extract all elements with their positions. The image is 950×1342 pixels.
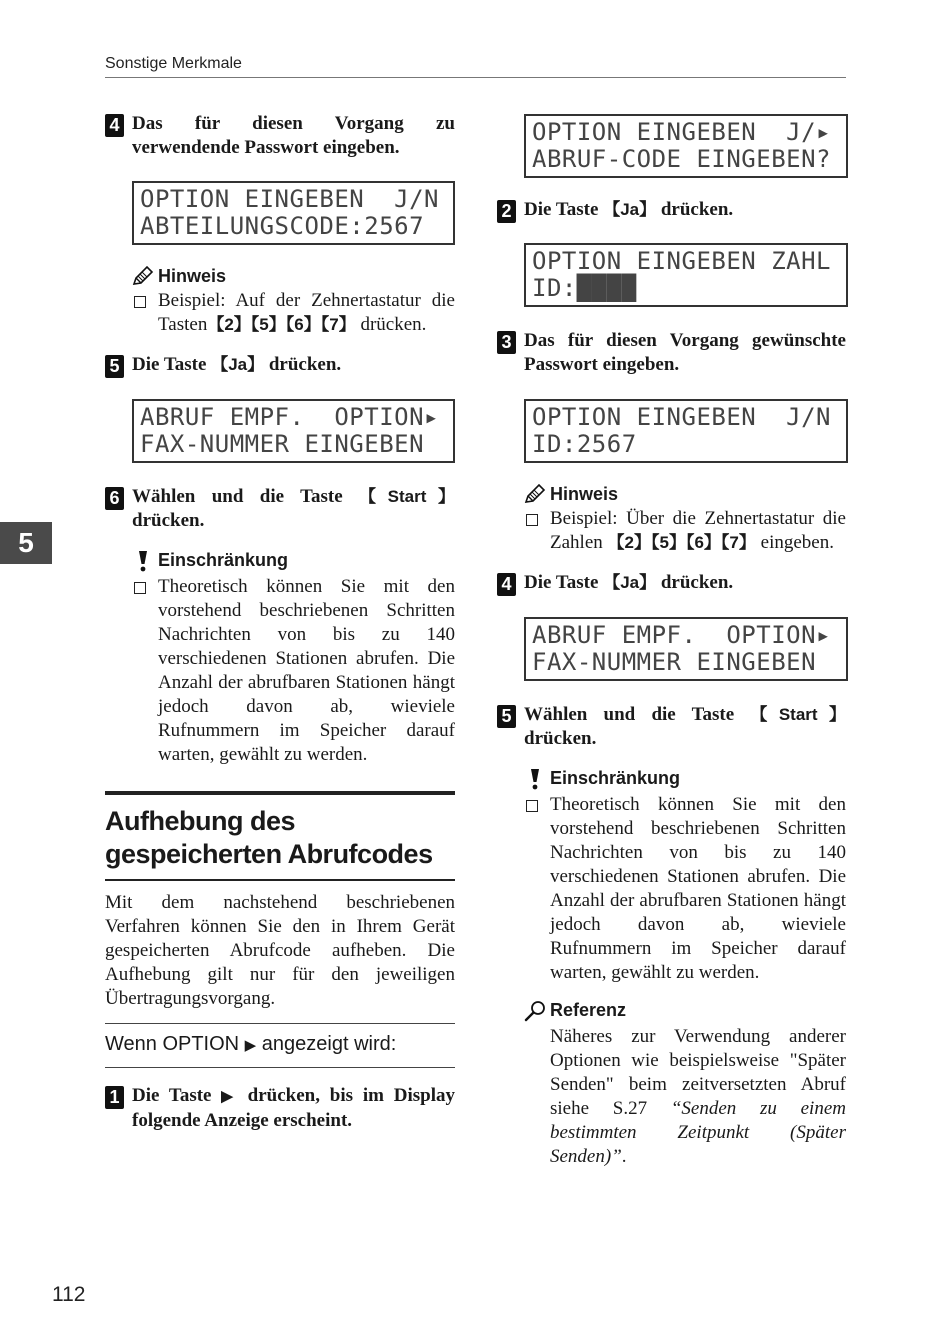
lcd-display [524, 399, 848, 463]
lcd-display [524, 243, 848, 307]
checkbox-bullet-icon [134, 582, 146, 594]
magnifier-icon [524, 1000, 546, 1022]
lcd-line-2: ID:2567 [532, 430, 637, 458]
key-2: 【2】 [607, 533, 651, 552]
step-6-left: 6 Wählen und die Taste 【Start】 drücken. [105, 485, 455, 533]
note-title: Hinweis [158, 266, 227, 286]
exclamation-icon [132, 550, 154, 572]
step-4-left [105, 112, 455, 160]
step-number-badge: 2 [497, 200, 516, 223]
key-2: 【2】 [207, 315, 251, 334]
step-5-left: 5 Die Taste 【Ja】 drücken. [105, 353, 455, 377]
step-4-right: 4 Die Taste 【Ja】 drücken. [497, 571, 846, 595]
restriction-title: Einschränkung [550, 768, 681, 788]
chapter-tab: 5 [0, 522, 52, 564]
note-bullet [524, 507, 846, 555]
lcd-line-1: OPTION EINGEBEN J/N [532, 403, 831, 431]
step-3-right [497, 329, 846, 377]
key-6: 【6】 [285, 315, 321, 334]
pencil-icon [132, 266, 154, 286]
restriction-heading [524, 767, 846, 789]
key-7: 【7】 [720, 533, 756, 552]
pencil-icon [524, 484, 546, 504]
condition-rule-bottom [105, 1067, 455, 1068]
ja-key: 【Ja】 [603, 200, 657, 219]
reference-link[interactable]: “Senden zu einem bestimmten Zeitpunkt (Später Senden)” [550, 1098, 846, 1167]
note-title: Hinweis [550, 484, 619, 504]
step-number-badge: 4 [105, 114, 124, 137]
lcd-line-2: ABTEILUNGSCODE:2567 [140, 212, 425, 240]
step-2-right: 2 Die Taste 【Ja】 drücken. [497, 198, 846, 222]
step-number-badge: 5 [497, 705, 516, 728]
key-6: 【6】 [685, 533, 721, 552]
lcd-line-1: ABRUF EMPF. OPTION▸ [532, 621, 831, 649]
step-text: Das für diesen Vorgang gewünschte Passwort eingeben. [524, 330, 846, 375]
step-number-badge: 5 [105, 355, 124, 378]
note-heading [132, 265, 455, 287]
reference-text: Näheres zur Verwendung anderer Optionen wie beispielsweise "Später Senden" beim zeitversetzten Abruf siehe S.27 “Senden zu einem bestimmten Zeitpunkt (Später Senden)”. [550, 1026, 846, 1167]
running-header: Sonstige Merkmale [105, 55, 242, 72]
step-5-right: 5 Wählen und die Taste 【Start】 drücken. [497, 703, 846, 751]
page-number: 112 [52, 1283, 86, 1306]
section-rule-bottom [105, 879, 455, 881]
exclamation-icon [524, 768, 546, 790]
step-1-left: 1 Die Taste ▶ drücken, bis im Display folgende Anzeige erscheint. [105, 1084, 455, 1133]
restriction-text: Theoretisch können Sie mit den vorstehend beschriebenen Schritten Nachrichten von bis zu 140 verschiedenen Stationen abrufen. Die Anzahl der abrufbaren Stationen hängt jedoch davon ab, wieviele Rufnummern im Speicher darauf warten, gewählt zu werden. [550, 794, 846, 983]
checkbox-bullet-icon [526, 800, 538, 812]
lcd-display [524, 617, 848, 681]
lcd-line-2: ABRUF-CODE EINGEBEN? [532, 145, 831, 173]
reference-title: Referenz [550, 1000, 627, 1020]
lcd-line-1: ABRUF EMPF. OPTION▸ [140, 403, 439, 431]
ja-key: 【Ja】 [603, 573, 657, 592]
lcd-line-2: FAX-NUMMER EINGEBEN [532, 648, 817, 676]
key-7: 【7】 [320, 315, 356, 334]
ja-key: 【Ja】 [211, 355, 265, 374]
restriction-text: Theoretisch können Sie mit den vorstehend beschriebenen Schritten Nachrichten von bis zu 140 verschiedenen Stationen abrufen. Die Anzahl der abrufbaren Stationen hängt jedoch davon ab, wieviele Rufnummern im Speicher darauf warten, gewählt zu werden. [158, 576, 455, 765]
key-5: 【5】 [250, 315, 286, 334]
left-column [105, 112, 455, 1133]
lcd-display [132, 181, 455, 245]
note-heading [524, 483, 846, 505]
checkbox-bullet-icon [526, 514, 538, 526]
restriction-bullet [524, 793, 846, 985]
header-rule [105, 77, 846, 78]
reference-heading [524, 999, 846, 1021]
right-arrow-icon: ▶ [221, 1089, 238, 1105]
step-number-badge: 4 [497, 573, 516, 596]
note-text: Beispiel: Über die Zehnertastatur die Zahlen [550, 508, 846, 553]
start-key: 【Start】 [359, 487, 456, 506]
note-bullet [132, 289, 455, 337]
start-key: 【Start】 [750, 705, 846, 724]
lcd-line-2: FAX-NUMMER EINGEBEN [140, 430, 425, 458]
step-number-badge: 6 [105, 487, 124, 510]
right-column [497, 112, 846, 1169]
lcd-display [524, 114, 848, 178]
step-text: Das für diesen Vorgang zu verwendende Passwort eingeben. [132, 113, 455, 158]
lcd-line-2: ID:████ [532, 274, 637, 302]
lcd-display [132, 399, 455, 463]
restriction-bullet [132, 575, 455, 767]
key-5: 【5】 [650, 533, 686, 552]
lcd-line-1: OPTION EINGEBEN ZAHL [532, 247, 831, 275]
note-text: Beispiel: Auf der Zehnertastatur die Tasten [158, 290, 455, 335]
restriction-title: Einschränkung [158, 550, 289, 570]
step-number-badge: 3 [497, 331, 516, 354]
checkbox-bullet-icon [134, 296, 146, 308]
lcd-line-1: OPTION EINGEBEN J/N [140, 185, 439, 213]
note-text-end: drücken. [355, 314, 427, 335]
lcd-line-1: OPTION EINGEBEN J/▸ [532, 118, 831, 146]
restriction-heading [132, 549, 455, 571]
note-text-end: eingeben. [755, 532, 834, 553]
right-arrow-icon: ▶ [244, 1037, 257, 1054]
condition-line: Wenn OPTION ▶ angezeigt wird: [105, 1033, 397, 1055]
step-number-badge: 1 [105, 1086, 124, 1109]
section-title: Aufhebung des gespeicherten Abrufcodes [105, 806, 433, 869]
section-intro: Mit dem nachstehend beschriebenen Verfahren können Sie den in Ihrem Gerät gespeicherten Abrufcode aufheben. Die Aufhebung gilt nur für den jeweiligen Übertragungsvorgang. [105, 892, 455, 1009]
